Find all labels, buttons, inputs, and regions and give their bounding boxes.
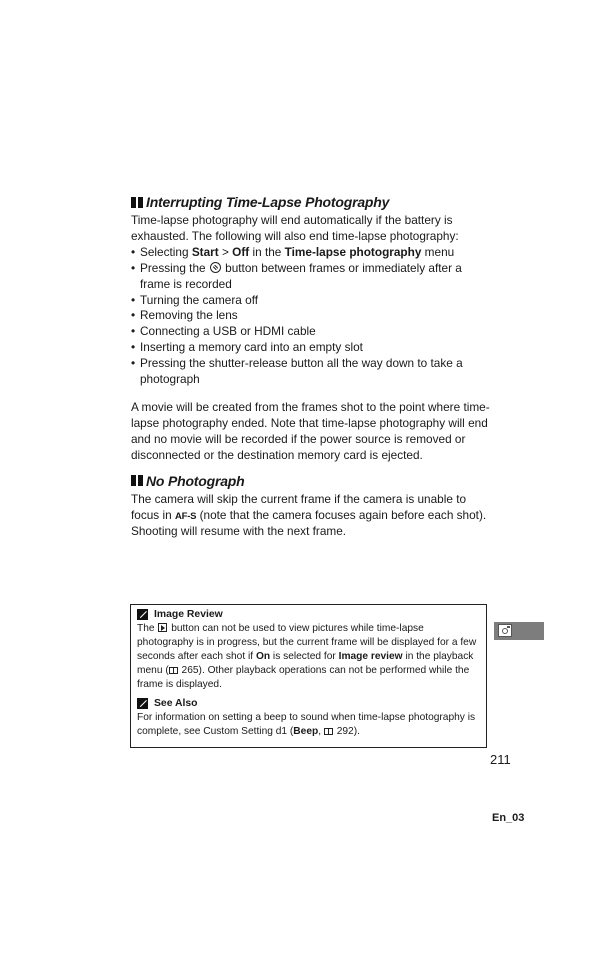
list-item: • Pressing the button between frames or immediately after a frame is recorded: [131, 261, 491, 293]
note-text-see-also: For information on setting a beep to sound when time-lapse photography is complete, see Custom Setting d1 (Beep, 292).: [137, 712, 476, 737]
heading-bars-icon: [131, 197, 143, 208]
note-title-see-also: See Also: [137, 698, 480, 709]
list-item: • Turning the camera off: [131, 293, 491, 309]
ok-button-icon: [210, 262, 221, 273]
note-text-image-review: The button can not be used to view pictures while time-lapse photography is in progress, but the current frame will be displayed for a few seconds after each shot if On is selected for Image review in the playback menu ( 265). Other playback operations can not be performed while the frame is displayed.: [137, 623, 477, 690]
main-content: [131, 194, 491, 540]
pencil-note-icon: [137, 698, 148, 709]
end-conditions-list: [131, 245, 491, 388]
notes-box: [130, 604, 487, 748]
page-reference-icon: [169, 667, 178, 674]
list-item: • Removing the lens: [131, 308, 491, 324]
list-item: • Inserting a memory card into an empty slot: [131, 340, 491, 356]
intro-paragraph: Time-lapse photography will end automatically if the battery is exhausted. The following will also end time-lapse photography:: [131, 213, 459, 243]
list-item: • Selecting Start > Off in the Time-lapse photography menu: [131, 245, 491, 261]
list-item: • Pressing the shutter-release button all the way down to take a photograph: [131, 356, 491, 388]
chapter-tab: [494, 622, 544, 640]
section-heading-no-photograph: No Photograph: [131, 473, 491, 489]
page-reference-icon: [324, 728, 333, 735]
playback-button-icon: [158, 623, 167, 632]
heading-bars-icon: [131, 475, 143, 486]
note-title-image-review: Image Review: [137, 609, 480, 620]
camera-icon: [498, 624, 512, 637]
no-photograph-paragraph: The camera will skip the current frame if the camera is unable to focus in AF-S (note that the camera focuses again before each shot). Shooting will resume with the next frame.: [131, 491, 487, 539]
page-number: 211: [490, 752, 511, 767]
movie-paragraph: A movie will be created from the frames shot to the point where time-lapse photography ended. Note that time-lapse photography will end and no movie will be recorded if the power source is removed or disconnected or the destination memory card is ejected.: [131, 399, 490, 462]
list-item: • Connecting a USB or HDMI cable: [131, 324, 491, 340]
document-code: En_03: [492, 812, 525, 824]
section-heading-interrupting: Interrupting Time-Lapse Photography: [131, 194, 491, 210]
pencil-note-icon: [137, 609, 148, 620]
